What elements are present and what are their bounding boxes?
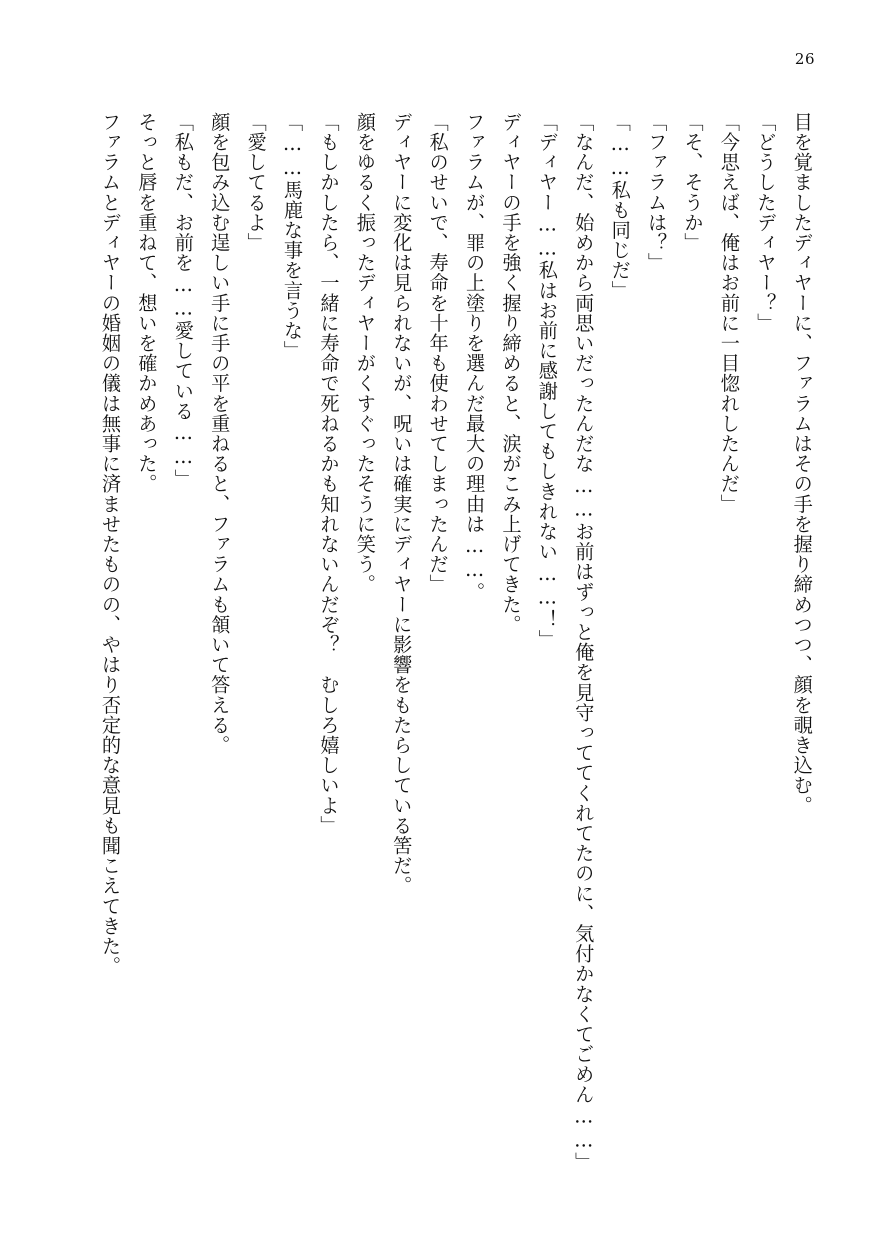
text-line: ファラムとディヤーの婚姻の儀は無事に済ませたものの、やはり否定的な意見も聞こえてきた。 [99,112,122,977]
text-line: 目を覚ましたディヤーに、ファラムはその手を握り締めつつ、顔を覗き込む。 [790,112,814,816]
text-line: 「愛してるよ」 [244,112,268,253]
text-line: そっと唇を重ねて、想いを確かめあった。 [135,112,159,494]
text-line: ディヤーの手を強く握り締めると、涙がこみ上げてきた。 [499,112,523,635]
text-line: 「……私も同じだ」 [608,112,632,301]
text-line: 「そ、そうか」 [681,112,705,253]
text-line: 顔をゆるく振ったディヤーがくすぐったそうに笑う。 [353,112,377,595]
text-line: 「なんだ、始めから両思いだったんだな……お前はずっと俺を見守っててくれてたのに、気付かなくてごめん……」 [572,112,596,1173]
text-line: 「ファラムは？」 [645,112,669,273]
text-line: 「どうしたディヤー？」 [754,112,778,334]
text-line: 「私のせいで、寿命を十年も使わせてしまったんだ」 [426,112,450,595]
text-line: 「……馬鹿な事を言うな」 [281,112,305,361]
text-line: ファラムが、罪の上塗りを選んだ最大の理由は……。 [463,112,487,602]
text-line: 「ディヤー……私はお前に感謝してもしきれない……！」 [535,112,559,650]
text-line: 「私もだ、お前を……愛している……」 [171,112,195,489]
vertical-text-body [97,112,815,1192]
text-line: 「もしかしたら、一緒に寿命で死ねるかも知れないんだぞ？ むしろ嬉しいよ」 [317,112,341,836]
page-number: 26 [794,50,815,68]
text-line: 顔を包み込む逞しい手に手の平を重ねると、ファラムも頷いて答える。 [208,112,232,756]
text-line: 「今思えば、俺はお前に一目惚れしたんだ」 [717,112,741,514]
text-line: ディヤーに変化は見られないが、呪いは確実にディヤーに影響をもたらしている筈だ。 [390,112,414,896]
